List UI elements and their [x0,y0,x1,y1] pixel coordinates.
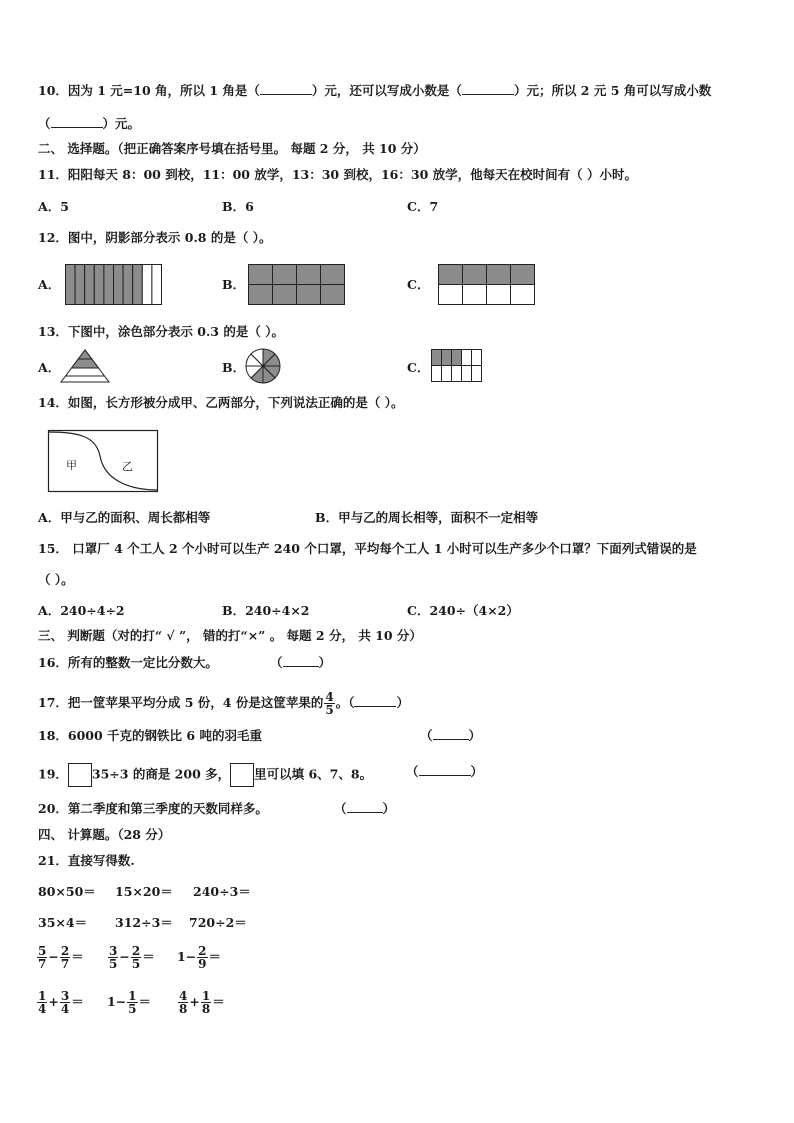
q21-r4c2-eq: ＝ [138,994,152,1009]
q12a-cell-0 [66,265,76,305]
q17-fraction [324,691,334,716]
q12b-cell-5 [273,285,297,305]
q19-text-b: 里可以填 6、7、8。 [254,766,373,782]
q21-r4c2-num: 1 [128,989,137,1003]
q19-bracket-right: ） [470,764,484,779]
section-2-heading: 二、 选择题。（把正确答案序号填在括号里。 每题 2 分， 共 10 分） [38,141,426,156]
q12b-cell-0 [249,265,273,285]
q10-blank-1[interactable] [260,82,312,95]
q19-answer[interactable] [406,763,483,781]
q19-blank[interactable] [419,763,471,776]
q21-r2-c2[interactable]: 312÷3＝ [115,915,173,930]
q15-option-c[interactable]: C．240÷（4×2） [407,603,519,618]
q13-label-c[interactable]: C． [407,360,430,375]
q10-line2 [38,115,140,133]
q12c-cell-3 [511,265,535,285]
q13c-cell-7 [452,366,462,382]
q19-box-2[interactable] [230,763,254,787]
q14-question: 14．如图，长方形被分成甲、乙两部分，下列说法正确的是（ ）。 [38,395,404,410]
q21-r3c3-den: 9 [198,957,207,971]
q21-r3c2-frac2 [131,945,141,970]
q19-bracket-left: （ [406,764,419,779]
q11-option-c[interactable]: C．7 [407,199,439,214]
q21-r3c2-num1: 3 [109,944,118,958]
q21-title: 21．直接写得数. [38,853,135,868]
q21-r1-c3[interactable]: 240÷3＝ [193,884,251,899]
q21-r3c1-num2: 2 [60,944,70,958]
q21-r3c2-eq: ＝ [142,949,155,964]
q18-blank[interactable] [433,727,469,740]
q13-question: 13．下图中，涂色部分表示 0.3 的是（ ）。 [38,324,284,339]
q13c-cell-0 [432,350,442,366]
q21-r3c3-frac [197,945,207,970]
q21-r3c1-den1: 7 [38,957,47,971]
q14-option-b[interactable]: B．甲与乙的周长相等，面积不一定相等 [315,510,539,525]
q21-r4c1-num2: 3 [60,989,70,1003]
q21-r3c2-num2: 2 [131,944,141,958]
q21-r4c1-den2: 4 [60,1002,70,1016]
q13c-cell-3 [462,350,472,366]
q10-text-d: （ [38,116,51,131]
q12a-cell-1 [75,265,85,305]
q21-r4c2-pre: 1− [107,994,127,1009]
q21-r3c2-den2: 5 [131,957,141,971]
q18-statement: 18．6000 千克的钢铁比 6 吨的羽毛重 [38,728,262,743]
q12-label-b[interactable]: B． [222,277,246,292]
q13c-cell-2 [452,350,462,366]
q10-text-a: 10．因为 1 元=10 角，所以 1 角是（ [38,83,260,98]
q21-r4c3-num1: 4 [179,989,188,1003]
q18-bracket-right: ） [468,728,482,743]
q20-answer[interactable] [334,800,395,818]
q12-label-a[interactable]: A． [38,277,61,292]
q10-blank-3[interactable] [51,115,103,128]
q16-statement: 16．所有的整数一定比分数大。 [38,655,218,670]
q21-r4c1-op: + [48,994,59,1009]
q21-r3-c2[interactable] [107,945,155,970]
q21-r4c3-den1: 8 [179,1002,188,1016]
q20-bracket-right: ） [382,801,396,816]
q12-figure-b[interactable] [248,264,345,305]
q21-r4c1-den1: 4 [38,1002,47,1016]
q21-r3c1-num1: 5 [38,944,47,958]
q21-r3c1-eq: ＝ [71,949,84,964]
q15-question-line2: （ ）。 [38,572,74,587]
q17-statement [38,691,409,716]
q21-r3c3-num: 2 [198,944,207,958]
q21-r1-c1[interactable]: 80×50＝ [38,884,96,899]
section-4-heading: 四、 计算题。（28 分） [38,827,171,842]
q21-r3-c3[interactable] [177,945,221,970]
q21-r4c3-num2: 1 [201,989,211,1003]
q12c-cell-2 [487,265,511,285]
q13-label-a[interactable]: A． [38,360,61,375]
q13c-cell-1 [442,350,452,366]
q17-blank[interactable] [354,694,396,707]
q12c-cell-4 [439,285,463,305]
q12-question: 12．图中，阴影部分表示 0.8 的是（ ）。 [38,230,272,245]
q17-text-c: ） [396,695,409,710]
q21-r3c3-eq: ＝ [208,949,222,964]
q21-r3c2-frac1 [108,945,118,970]
q11-question: 11．阳阳每天 8：00 到校，11：00 放学，13：30 到校，16：30 放学，他每天在校时间有（ ）小时。 [38,167,637,182]
q16-answer[interactable] [270,654,331,672]
q18-bracket-left: （ [420,728,433,743]
q12a-cell-6 [123,265,133,305]
q13c-cell-4 [472,350,482,366]
q11-option-b[interactable]: B．6 [222,199,254,214]
q12b-cell-1 [273,265,297,285]
q20-blank[interactable] [347,800,383,813]
q14-region-jia: 甲 [66,459,77,472]
q21-r3c1-op: − [48,949,59,964]
q14-region-yi: 乙 [122,460,133,473]
q21-r2-c1[interactable]: 35×4＝ [38,915,88,930]
q21-r3c1-den2: 7 [60,957,70,971]
q19-statement [38,763,372,787]
q12b-cell-4 [249,285,273,305]
q21-r4c2-den: 5 [128,1002,137,1016]
q10-line1 [38,82,711,100]
q16-blank[interactable] [283,654,319,667]
q12-figure-a[interactable] [65,264,162,305]
q12c-cell-6 [487,285,511,305]
q21-r3c2-op: − [119,949,130,964]
q12c-cell-1 [463,265,487,285]
q13c-cell-8 [462,366,472,382]
q10-text-c: ）元；所以 2 元 5 角可以写成小数 [513,83,712,98]
q21-r3c1-frac2 [60,945,70,970]
q10-blank-2[interactable] [462,82,514,95]
q21-r3c2-den1: 5 [109,957,118,971]
q19-text-a: 35÷3 的商是 200 多， [91,766,231,782]
q21-r2-c3[interactable]: 720÷2＝ [189,915,247,930]
q10-text-e: ）元。 [102,116,141,131]
q21-r4-c1[interactable] [36,990,84,1015]
q13-label-b[interactable]: B． [222,360,246,375]
q12b-cell-7 [321,285,345,305]
section-3-heading: 三、 判断题（对的打“ √ ”， 错的打“×” 。 每题 2 分， 共 10 分） [38,628,422,643]
q21-r3c1-frac1 [37,945,47,970]
q21-r4c3-frac1 [178,990,188,1015]
q12a-cell-2 [85,265,95,305]
q12-label-c[interactable]: C． [407,277,430,292]
q14-option-a[interactable]: A．甲与乙的面积、周长都相等 [38,510,211,525]
q16-bracket-right: ） [318,655,332,670]
q20-statement: 20．第二季度和第三季度的天数同样多。 [38,801,268,816]
q15-option-b[interactable]: B．240÷4×2 [222,603,310,618]
q13c-cell-9 [472,366,482,382]
q12a-cell-4 [104,265,114,305]
q12c-cell-7 [511,285,535,305]
q12a-cell-8 [142,265,152,305]
q13c-cell-5 [432,366,442,382]
q14-rectangle-figure [48,430,158,492]
q17-text-b: 。（ [335,695,355,710]
q21-r4c3-frac2 [201,990,211,1015]
q11-option-a[interactable]: A．5 [38,199,69,214]
q12-figure-c[interactable] [438,264,535,305]
q17-frac-num: 4 [325,690,334,704]
q12b-cell-3 [321,265,345,285]
q13-figure-c-grid[interactable] [431,349,483,383]
q21-r4c1-frac1 [37,990,47,1015]
q19-box-1[interactable] [68,763,92,787]
q21-r3c3-pre: 1− [177,949,197,964]
q15-question-line1: 15． 口罩厂 4 个工人 2 个小时可以生产 240 个口罩，平均每个工人 1 小时可以生产多少个口罩？下面列式错误的是 [38,541,697,556]
q21-r4c1-eq: ＝ [71,994,84,1009]
q16-bracket-left: （ [270,655,283,670]
q12b-cell-6 [297,285,321,305]
q20-bracket-left: （ [334,801,347,816]
q21-r4-c2[interactable] [107,990,151,1015]
q21-r4c1-num1: 1 [38,989,47,1003]
q21-r4c3-eq: ＝ [212,994,225,1009]
q17-text-a: 17．把一筐苹果平均分成 5 份，4 份是这筐苹果的 [38,695,324,710]
q13c-cell-6 [442,366,452,382]
q10-text-b: ）元，还可以写成小数是（ [311,83,462,98]
q13-figure-b-circle[interactable] [245,348,281,384]
q12a-cell-7 [133,265,143,305]
q18-answer[interactable] [420,727,481,745]
q21-r4c1-frac2 [60,990,70,1015]
q15-option-a[interactable]: A．240÷4÷2 [38,603,125,618]
q12c-cell-0 [439,265,463,285]
q21-r1-c2[interactable]: 15×20＝ [115,884,173,899]
q12a-cell-3 [94,265,104,305]
q19-prefix: 19． [38,766,68,782]
q21-r4-c3[interactable] [177,990,225,1015]
q12a-cell-9 [152,265,162,305]
q12a-cell-5 [114,265,124,305]
q17-frac-den: 5 [325,703,334,717]
q21-r4c3-op: + [189,994,200,1009]
q13-figure-a-triangle[interactable] [60,349,110,383]
q12c-cell-5 [463,285,487,305]
q21-r4c3-den2: 8 [201,1002,211,1016]
q12b-cell-2 [297,265,321,285]
q21-r4c2-frac [127,990,137,1015]
q21-r3-c1[interactable] [36,945,84,970]
